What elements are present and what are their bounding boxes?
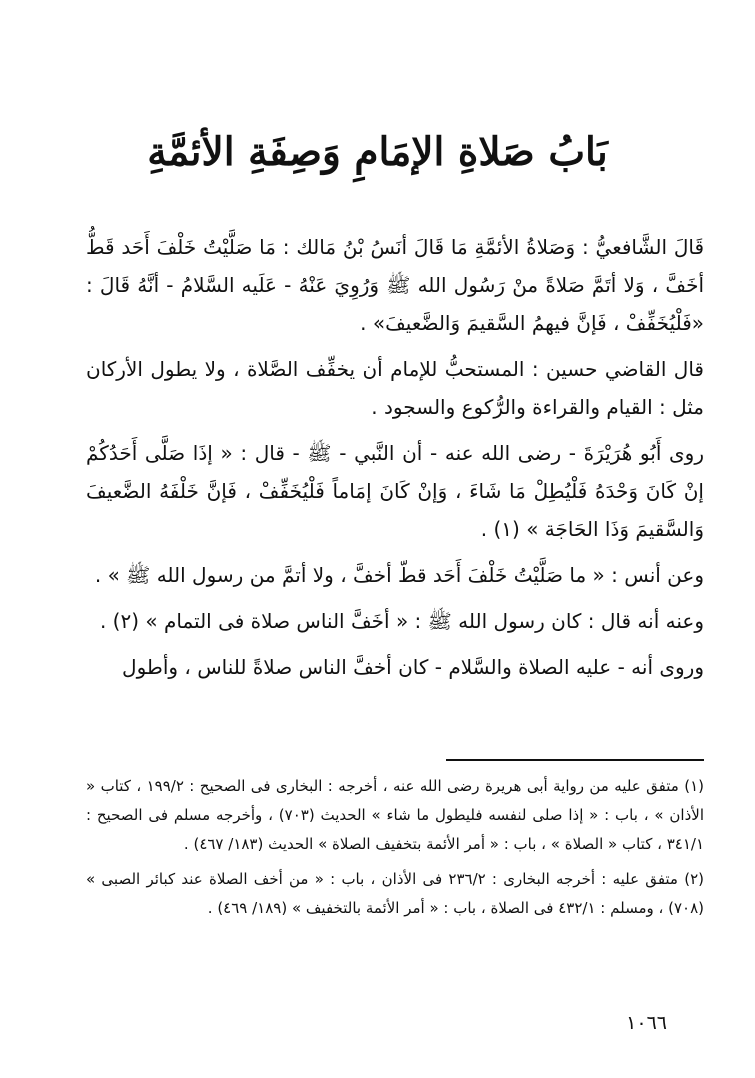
footnote-1: (١) متفق عليه من رواية أبى هريرة رضى الله عنه ، أخرجه : البخارى فى الصحيح : ١٩٩/٢ ، كتاب « الأذان » ، باب : « إذا صلى لنفسه فليطول ما شاء » الحديث (٧٠٣) ، وأخرجه مسلم فى الصحيح : ٣٤١/١ ، كتاب « الصلاة » ، باب : « أمر الأئمة بتخفيف الصلاة » الحديث (١٨٣/ ٤٦٧) . [86, 777, 704, 853]
main-text [86, 228, 704, 686]
paragraph-narration-continues: وروى أنه - عليه الصلاة والسَّلام - كان أخفَّ الناس صلاةً للناس ، وأطول [122, 655, 704, 679]
paragraph-lightest-prayer: وعنه أنه قال : كان رسول الله ﷺ : « أخَفَّ الناس صلاة فى التمام » (٢) . [99, 609, 704, 633]
footnote-separator [446, 759, 704, 761]
footnote-2: (٢) متفق عليه : أخرجه البخارى : ٢٣٦/٢ فى الأذان ، باب : « من أخف الصلاة عند كبائر الصبى » (٧٠٨) ، ومسلم : ٤٣٢/١ فى الصلاة ، باب : « أمر الأئمة بالتخفيف » (١٨٩/ ٤٦٩) . [86, 870, 704, 917]
chapter-title: بَابُ صَلاةِ الإمَامِ وَصِفَةِ الأئمَّةِ [147, 129, 608, 175]
footnotes [86, 772, 704, 923]
page-number: ١٠٦٦ [626, 1012, 667, 1034]
paragraph-qadi-hussein: قال القاضي حسين : المستحبُّ للإمام أن يخفِّف الصَّلاة ، ولا يطول الأركان مثل : القيام والقراءة والرُّكوع والسجود . [86, 357, 704, 419]
paragraph-abu-hurairah-hadith: روى أَبُو هُرَيْرَةَ - رضى الله عنه - أن النَّبي - ﷺ - قال : « إذَا صَلَّى أَحَدُكُمْ إنْ كَانَ وَحْدَهُ فَلْيُطِلْ مَا شَاءَ ، وَإنْ كَانَ إمَاماً فَلْيُخَفِّفْ ، فَإنَّ خَلْفَهُ الضَّعيفَ وَالسَّقيمَ وَذَا الحَاجَة » (١) . [86, 441, 704, 541]
paragraph-anas-hadith: وعن أنس : « ما صَلَّيْتُ خَلْفَ أَحَد قطّ أخفَّ ، ولا أتمَّ من رسول الله ﷺ » . [94, 563, 704, 587]
paragraph-shafii-quote: قَالَ الشَّافعيُّ : وَصَلاةُ الأئمَّةِ مَا قَالَ أنَسُ بْنُ مَالك : مَا صَلَّيْتُ خَلْفَ أَحَد قَطُّ أخَفَّ ، وَلا أتَمَّ صَلاةً منْ رَسُول الله ﷺ وَرُوِيَ عَنْهُ - عَلَيه السَّلامُ - أنَّهُ قَالَ : «فَلْيُخَفِّفْ ، فَإنَّ فيهمُ السَّقيمَ وَالضَّعيفَ» . [86, 235, 704, 335]
